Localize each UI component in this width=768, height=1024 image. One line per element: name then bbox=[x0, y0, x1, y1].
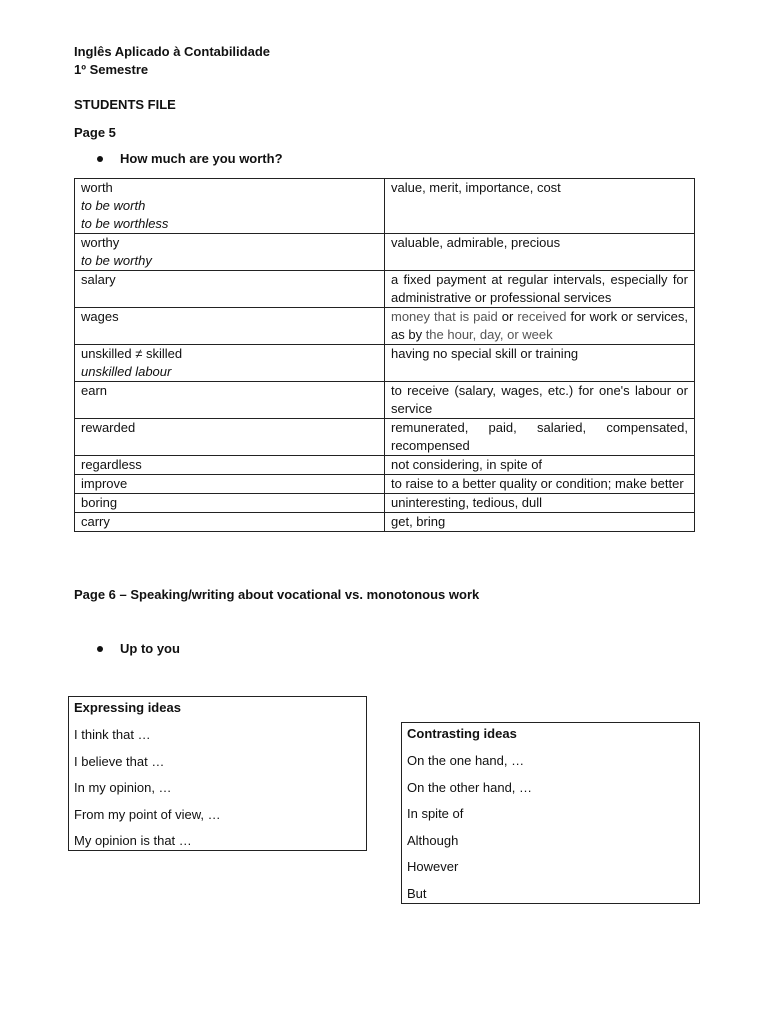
term-cell bbox=[75, 475, 385, 494]
page6-heading: Page 6 – Speaking/writing about vocational vs. monotonous work bbox=[74, 587, 480, 602]
table-row bbox=[75, 271, 695, 308]
term-text: unskilled ≠ skilled bbox=[81, 346, 183, 361]
definition-highlight: money that is paid bbox=[391, 309, 498, 324]
term-text: salary bbox=[81, 272, 116, 287]
definition-cell: valuable, admirable, precious bbox=[385, 234, 695, 271]
definition-highlight: received bbox=[517, 309, 567, 324]
semester-label: 1º Semestre bbox=[74, 62, 149, 77]
term-subtext: unskilled labour bbox=[81, 364, 172, 379]
definition-highlight: the hour, day, or week bbox=[425, 327, 553, 342]
definition-cell: get, bring bbox=[385, 513, 695, 532]
definition-cell: having no special skill or training bbox=[385, 345, 695, 382]
table-row bbox=[75, 345, 695, 382]
list-item: On the other hand, … bbox=[407, 779, 533, 795]
bullet-up-to-you bbox=[97, 640, 180, 657]
table-row bbox=[75, 234, 695, 271]
term-cell bbox=[75, 234, 385, 271]
contrasting-ideas-box bbox=[401, 722, 700, 904]
expressing-ideas-box bbox=[68, 696, 367, 851]
list-item: But bbox=[407, 885, 427, 901]
term-text: carry bbox=[81, 514, 110, 529]
table-row bbox=[75, 456, 695, 475]
list-item: My opinion is that … bbox=[74, 833, 192, 849]
term-cell bbox=[75, 308, 385, 345]
page5-heading: Page 5 bbox=[74, 125, 116, 140]
definition-part: or bbox=[497, 309, 518, 324]
bullet-dot-icon bbox=[97, 646, 103, 652]
definition-cell: not considering, in spite of bbox=[385, 456, 695, 475]
table-row bbox=[75, 419, 695, 456]
term-text: regardless bbox=[81, 457, 142, 472]
term-text: rewarded bbox=[81, 420, 136, 435]
list-item: Although bbox=[407, 832, 459, 848]
term-text: improve bbox=[81, 476, 128, 491]
term-subtext: to be worthy bbox=[81, 253, 152, 268]
bullet-how-much bbox=[97, 150, 283, 167]
term-cell bbox=[75, 271, 385, 308]
table-row bbox=[75, 475, 695, 494]
list-item: However bbox=[407, 859, 459, 875]
list-item: I think that … bbox=[74, 727, 151, 742]
term-cell bbox=[75, 419, 385, 456]
course-title: Inglês Aplicado à Contabilidade bbox=[74, 44, 270, 59]
table-row bbox=[75, 382, 695, 419]
term-text: boring bbox=[81, 495, 118, 510]
list-item: From my point of view, … bbox=[74, 806, 221, 822]
term-cell bbox=[75, 345, 385, 382]
term-cell bbox=[75, 456, 385, 475]
term-subtext: to be worthless bbox=[81, 216, 169, 231]
definition-part: for work or services, as by bbox=[391, 309, 688, 342]
term-subtext: to be worth bbox=[81, 198, 146, 213]
vocabulary-table bbox=[74, 178, 695, 532]
term-cell bbox=[75, 179, 385, 234]
term-cell bbox=[75, 513, 385, 532]
table-row bbox=[75, 179, 695, 234]
definition-cell: value, merit, importance, cost bbox=[385, 179, 695, 234]
definition-cell: to receive (salary, wages, etc.) for one's labour or service bbox=[385, 382, 695, 419]
term-cell bbox=[75, 494, 385, 513]
list-item: On the one hand, … bbox=[407, 753, 525, 768]
term-text: earn bbox=[81, 383, 108, 398]
definition-cell: to raise to a better quality or condition; make better bbox=[385, 475, 695, 494]
definition-cell: uninteresting, tedious, dull bbox=[385, 494, 695, 513]
term-text: worthy bbox=[81, 235, 120, 250]
contrasting-ideas-title: Contrasting ideas bbox=[407, 726, 517, 741]
bullet-dot-icon bbox=[97, 156, 103, 162]
term-cell bbox=[75, 382, 385, 419]
term-text: wages bbox=[81, 309, 119, 324]
list-item: I believe that … bbox=[74, 753, 165, 769]
file-label: STUDENTS FILE bbox=[74, 97, 176, 112]
bullet-how-much-text: How much are you worth? bbox=[120, 151, 283, 166]
term-text: worth bbox=[81, 180, 113, 195]
table-row bbox=[75, 494, 695, 513]
table-row bbox=[75, 513, 695, 532]
list-item: In spite of bbox=[407, 806, 464, 822]
definition-cell: a fixed payment at regular intervals, especially for administrative or professional services bbox=[385, 271, 695, 308]
table-row bbox=[75, 308, 695, 345]
definition-cell: remunerated, paid, salaried, compensated, recompensed bbox=[385, 419, 695, 456]
bullet-up-to-you-text: Up to you bbox=[120, 641, 180, 656]
list-item: In my opinion, … bbox=[74, 780, 172, 796]
expressing-ideas-title: Expressing ideas bbox=[74, 700, 181, 715]
definition-cell bbox=[385, 308, 695, 345]
